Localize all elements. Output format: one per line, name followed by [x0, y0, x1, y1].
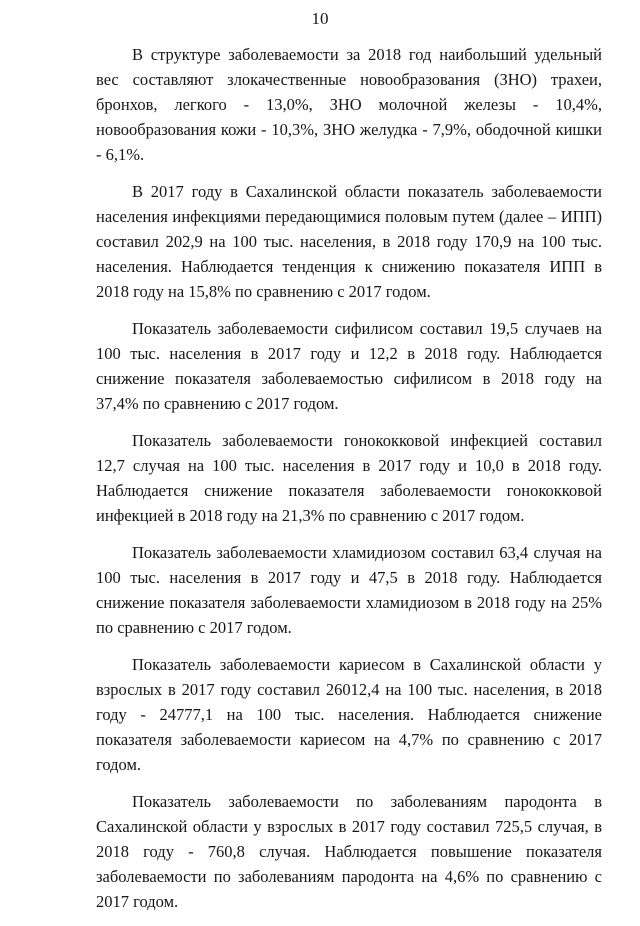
paragraph-syphilis-incidence: Показатель заболеваемости сифилисом составил 19,5 случаев на 100 тыс. населения в 2017 году и 12,2 в 2018 году. Наблюдается снижение показателя заболеваемостью сифилисом в 2018 году на 37,4% по сравнению с 2017 годом. — [96, 319, 602, 413]
paragraph-cancer-structure: В структуре заболеваемости за 2018 год наибольший удельный вес составляют злокачественные новообразования (ЗНО) трахеи, бронхов, легкого - 13,0%, ЗНО молочной железы - 10,4%, новообразования кожи - 10,3%, ЗНО желудка - 7,9%, ободочной кишки - 6,1%. — [96, 45, 602, 164]
paragraph-gonococcal-incidence: Показатель заболеваемости гонококковой инфекцией составил 12,7 случая на 100 тыс. населения в 2017 году и 10,0 в 2018 году. Наблюдается снижение показателя заболеваемости гонококковой инфекцией в 2018 году на 21,3% по сравнению с 2017 годом. — [96, 431, 602, 525]
paragraph-caries-incidence: Показатель заболеваемости кариесом в Сахалинской области у взрослых в 2017 году составил 26012,4 на 100 тыс. населения, в 2018 году - 24777,1 на 100 тыс. населения. Наблюдается снижение показателя заболеваемости кариесом на 4,7% по сравнению с 2017 годом. — [96, 655, 602, 774]
paragraph-chlamydia-incidence: Показатель заболеваемости хламидиозом составил 63,4 случая на 100 тыс. населения в 2017 году и 47,5 в 2018 году. Наблюдается снижение показателя заболеваемости хламидиозом в 2018 году на 25% по сравнению с 2017 годом. — [96, 543, 602, 637]
document-body — [96, 42, 602, 926]
paragraph-sti-incidence: В 2017 году в Сахалинской области показатель заболеваемости населения инфекциями передающимися половым путем (далее – ИПП) составил 202,9 на 100 тыс. населения, в 2018 году 170,9 на 100 тыс. населения. Наблюдается тенденция к снижению показателя ИПП в 2018 году на 15,8% по сравнению с 2017 годом. — [96, 182, 602, 301]
page-number: 10 — [311, 9, 329, 28]
paragraph-periodontal-incidence: Показатель заболеваемости по заболеваниям пародонта в Сахалинской области у взрослых в 2017 году составил 725,5 случая, в 2018 году - 760,8 случая. Наблюдается повышение показателя заболеваемости по заболеваниям пародонта на 4,6% по сравнению с 2017 годом. — [96, 792, 602, 911]
